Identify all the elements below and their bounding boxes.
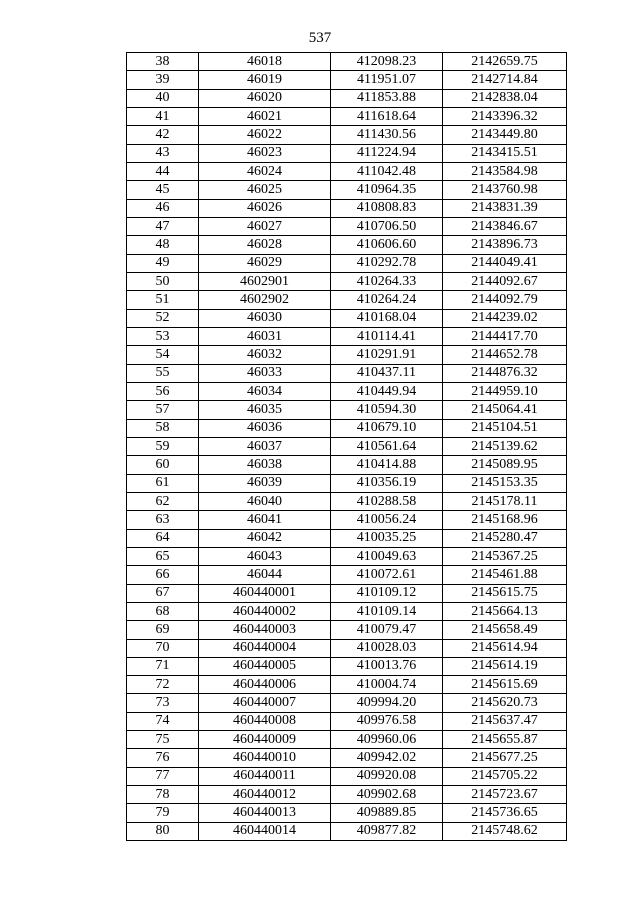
x-coordinate-cell: 409889.85 <box>331 804 443 822</box>
point-id-cell: 460440012 <box>199 786 331 804</box>
point-number-cell: 71 <box>127 657 199 675</box>
table-row <box>127 309 567 327</box>
y-coordinate-cell: 2145104.51 <box>443 419 567 437</box>
x-coordinate-cell: 409960.06 <box>331 731 443 749</box>
x-coordinate-cell: 410013.76 <box>331 657 443 675</box>
point-id-cell: 460440011 <box>199 767 331 785</box>
point-id-cell: 46039 <box>199 474 331 492</box>
point-id-cell: 46024 <box>199 162 331 180</box>
y-coordinate-cell: 2143396.32 <box>443 107 567 125</box>
point-id-cell: 46036 <box>199 419 331 437</box>
x-coordinate-cell: 410049.63 <box>331 547 443 565</box>
x-coordinate-cell: 411951.07 <box>331 71 443 89</box>
point-id-cell: 460440004 <box>199 639 331 657</box>
point-number-cell: 74 <box>127 712 199 730</box>
point-number-cell: 47 <box>127 217 199 235</box>
point-number-cell: 65 <box>127 547 199 565</box>
point-id-cell: 46042 <box>199 529 331 547</box>
table-row <box>127 346 567 364</box>
table-row <box>127 236 567 254</box>
point-number-cell: 59 <box>127 437 199 455</box>
table-row <box>127 162 567 180</box>
x-coordinate-cell: 410035.25 <box>331 529 443 547</box>
point-id-cell: 46029 <box>199 254 331 272</box>
point-number-cell: 64 <box>127 529 199 547</box>
point-id-cell: 46034 <box>199 382 331 400</box>
table-row <box>127 639 567 657</box>
point-number-cell: 79 <box>127 804 199 822</box>
x-coordinate-cell: 409994.20 <box>331 694 443 712</box>
point-number-cell: 41 <box>127 107 199 125</box>
y-coordinate-cell: 2145620.73 <box>443 694 567 712</box>
point-number-cell: 68 <box>127 602 199 620</box>
point-number-cell: 51 <box>127 291 199 309</box>
point-id-cell: 460440013 <box>199 804 331 822</box>
y-coordinate-cell: 2142659.75 <box>443 53 567 71</box>
table-row <box>127 694 567 712</box>
point-number-cell: 42 <box>127 126 199 144</box>
x-coordinate-cell: 410291.91 <box>331 346 443 364</box>
point-id-cell: 46030 <box>199 309 331 327</box>
table-row <box>127 437 567 455</box>
point-id-cell: 46038 <box>199 456 331 474</box>
point-id-cell: 46020 <box>199 89 331 107</box>
x-coordinate-cell: 410594.30 <box>331 401 443 419</box>
point-number-cell: 56 <box>127 382 199 400</box>
point-id-cell: 46032 <box>199 346 331 364</box>
point-number-cell: 52 <box>127 309 199 327</box>
table-row <box>127 382 567 400</box>
x-coordinate-cell: 410437.11 <box>331 364 443 382</box>
x-coordinate-cell: 410028.03 <box>331 639 443 657</box>
table-row <box>127 126 567 144</box>
x-coordinate-cell: 410264.33 <box>331 272 443 290</box>
point-number-cell: 40 <box>127 89 199 107</box>
point-id-cell: 4602902 <box>199 291 331 309</box>
point-id-cell: 460440014 <box>199 822 331 840</box>
y-coordinate-cell: 2145139.62 <box>443 437 567 455</box>
point-number-cell: 76 <box>127 749 199 767</box>
y-coordinate-cell: 2145367.25 <box>443 547 567 565</box>
point-id-cell: 460440003 <box>199 621 331 639</box>
point-id-cell: 460440001 <box>199 584 331 602</box>
table-row <box>127 584 567 602</box>
table-row <box>127 566 567 584</box>
point-id-cell: 460440005 <box>199 657 331 675</box>
table-row <box>127 786 567 804</box>
y-coordinate-cell: 2145658.49 <box>443 621 567 639</box>
y-coordinate-cell: 2144876.32 <box>443 364 567 382</box>
point-id-cell: 4602901 <box>199 272 331 290</box>
x-coordinate-cell: 410109.12 <box>331 584 443 602</box>
y-coordinate-cell: 2145168.96 <box>443 511 567 529</box>
y-coordinate-cell: 2143896.73 <box>443 236 567 254</box>
table-row <box>127 474 567 492</box>
x-coordinate-cell: 410109.14 <box>331 602 443 620</box>
point-number-cell: 39 <box>127 71 199 89</box>
point-id-cell: 46023 <box>199 144 331 162</box>
point-id-cell: 46041 <box>199 511 331 529</box>
point-number-cell: 50 <box>127 272 199 290</box>
point-number-cell: 54 <box>127 346 199 364</box>
point-number-cell: 49 <box>127 254 199 272</box>
y-coordinate-cell: 2143760.98 <box>443 181 567 199</box>
table-row <box>127 511 567 529</box>
y-coordinate-cell: 2145615.75 <box>443 584 567 602</box>
point-id-cell: 46031 <box>199 327 331 345</box>
point-number-cell: 45 <box>127 181 199 199</box>
table-row <box>127 804 567 822</box>
point-id-cell: 460440006 <box>199 676 331 694</box>
y-coordinate-cell: 2145677.25 <box>443 749 567 767</box>
point-number-cell: 60 <box>127 456 199 474</box>
y-coordinate-cell: 2145615.69 <box>443 676 567 694</box>
table-row <box>127 401 567 419</box>
point-id-cell: 46021 <box>199 107 331 125</box>
y-coordinate-cell: 2144239.02 <box>443 309 567 327</box>
point-id-cell: 460440007 <box>199 694 331 712</box>
table-row <box>127 492 567 510</box>
x-coordinate-cell: 411853.88 <box>331 89 443 107</box>
x-coordinate-cell: 411042.48 <box>331 162 443 180</box>
point-number-cell: 43 <box>127 144 199 162</box>
y-coordinate-cell: 2144417.70 <box>443 327 567 345</box>
point-id-cell: 46019 <box>199 71 331 89</box>
point-id-cell: 46043 <box>199 547 331 565</box>
y-coordinate-cell: 2145614.19 <box>443 657 567 675</box>
x-coordinate-cell: 411224.94 <box>331 144 443 162</box>
y-coordinate-cell: 2144092.67 <box>443 272 567 290</box>
point-number-cell: 44 <box>127 162 199 180</box>
table-row <box>127 712 567 730</box>
x-coordinate-cell: 410288.58 <box>331 492 443 510</box>
table-row <box>127 676 567 694</box>
x-coordinate-cell: 410079.47 <box>331 621 443 639</box>
point-id-cell: 46033 <box>199 364 331 382</box>
point-id-cell: 460440008 <box>199 712 331 730</box>
point-number-cell: 58 <box>127 419 199 437</box>
y-coordinate-cell: 2145153.35 <box>443 474 567 492</box>
point-id-cell: 46040 <box>199 492 331 510</box>
point-id-cell: 46028 <box>199 236 331 254</box>
y-coordinate-cell: 2142838.04 <box>443 89 567 107</box>
y-coordinate-cell: 2143846.67 <box>443 217 567 235</box>
y-coordinate-cell: 2144049.41 <box>443 254 567 272</box>
x-coordinate-cell: 410808.83 <box>331 199 443 217</box>
y-coordinate-cell: 2144959.10 <box>443 382 567 400</box>
x-coordinate-cell: 410072.61 <box>331 566 443 584</box>
coordinates-table <box>126 52 567 841</box>
x-coordinate-cell: 412098.23 <box>331 53 443 71</box>
point-number-cell: 38 <box>127 53 199 71</box>
point-id-cell: 46025 <box>199 181 331 199</box>
x-coordinate-cell: 410264.24 <box>331 291 443 309</box>
table-row <box>127 291 567 309</box>
y-coordinate-cell: 2145723.67 <box>443 786 567 804</box>
point-number-cell: 48 <box>127 236 199 254</box>
point-number-cell: 57 <box>127 401 199 419</box>
point-number-cell: 77 <box>127 767 199 785</box>
y-coordinate-cell: 2144092.79 <box>443 291 567 309</box>
point-number-cell: 67 <box>127 584 199 602</box>
table-row <box>127 254 567 272</box>
point-id-cell: 460440009 <box>199 731 331 749</box>
x-coordinate-cell: 410964.35 <box>331 181 443 199</box>
x-coordinate-cell: 410449.94 <box>331 382 443 400</box>
table-row <box>127 456 567 474</box>
y-coordinate-cell: 2145736.65 <box>443 804 567 822</box>
table-row <box>127 71 567 89</box>
y-coordinate-cell: 2145089.95 <box>443 456 567 474</box>
page-number: 537 <box>308 30 332 46</box>
x-coordinate-cell: 409976.58 <box>331 712 443 730</box>
coordinates-table-body <box>127 53 567 841</box>
table-row <box>127 272 567 290</box>
table-row <box>127 767 567 785</box>
point-number-cell: 62 <box>127 492 199 510</box>
y-coordinate-cell: 2145705.22 <box>443 767 567 785</box>
table-row <box>127 749 567 767</box>
point-id-cell: 460440002 <box>199 602 331 620</box>
x-coordinate-cell: 410606.60 <box>331 236 443 254</box>
point-id-cell: 46035 <box>199 401 331 419</box>
y-coordinate-cell: 2143449.80 <box>443 126 567 144</box>
x-coordinate-cell: 410414.88 <box>331 456 443 474</box>
point-number-cell: 72 <box>127 676 199 694</box>
table-row <box>127 199 567 217</box>
y-coordinate-cell: 2144652.78 <box>443 346 567 364</box>
x-coordinate-cell: 411430.56 <box>331 126 443 144</box>
x-coordinate-cell: 410004.74 <box>331 676 443 694</box>
point-number-cell: 70 <box>127 639 199 657</box>
point-number-cell: 69 <box>127 621 199 639</box>
table-row <box>127 89 567 107</box>
y-coordinate-cell: 2142714.84 <box>443 71 567 89</box>
table-row <box>127 53 567 71</box>
y-coordinate-cell: 2145664.13 <box>443 602 567 620</box>
point-id-cell: 46037 <box>199 437 331 455</box>
y-coordinate-cell: 2143415.51 <box>443 144 567 162</box>
x-coordinate-cell: 410056.24 <box>331 511 443 529</box>
x-coordinate-cell: 410168.04 <box>331 309 443 327</box>
point-number-cell: 46 <box>127 199 199 217</box>
table-row <box>127 144 567 162</box>
point-id-cell: 46027 <box>199 217 331 235</box>
y-coordinate-cell: 2145655.87 <box>443 731 567 749</box>
point-number-cell: 55 <box>127 364 199 382</box>
table-row <box>127 419 567 437</box>
table-row <box>127 181 567 199</box>
y-coordinate-cell: 2145178.11 <box>443 492 567 510</box>
point-id-cell: 460440010 <box>199 749 331 767</box>
table-row <box>127 107 567 125</box>
table-row <box>127 731 567 749</box>
y-coordinate-cell: 2145614.94 <box>443 639 567 657</box>
x-coordinate-cell: 411618.64 <box>331 107 443 125</box>
point-number-cell: 61 <box>127 474 199 492</box>
x-coordinate-cell: 410679.10 <box>331 419 443 437</box>
table-row <box>127 364 567 382</box>
x-coordinate-cell: 409942.02 <box>331 749 443 767</box>
table-row <box>127 822 567 840</box>
x-coordinate-cell: 409920.08 <box>331 767 443 785</box>
point-number-cell: 80 <box>127 822 199 840</box>
y-coordinate-cell: 2145748.62 <box>443 822 567 840</box>
table-row <box>127 602 567 620</box>
table-row <box>127 327 567 345</box>
table-row <box>127 621 567 639</box>
table-row <box>127 547 567 565</box>
point-id-cell: 46044 <box>199 566 331 584</box>
x-coordinate-cell: 409902.68 <box>331 786 443 804</box>
x-coordinate-cell: 410356.19 <box>331 474 443 492</box>
table-row <box>127 529 567 547</box>
x-coordinate-cell: 410561.64 <box>331 437 443 455</box>
point-id-cell: 46022 <box>199 126 331 144</box>
point-number-cell: 78 <box>127 786 199 804</box>
table-row <box>127 657 567 675</box>
point-id-cell: 46026 <box>199 199 331 217</box>
point-number-cell: 53 <box>127 327 199 345</box>
y-coordinate-cell: 2145637.47 <box>443 712 567 730</box>
point-number-cell: 66 <box>127 566 199 584</box>
x-coordinate-cell: 410114.41 <box>331 327 443 345</box>
point-number-cell: 63 <box>127 511 199 529</box>
table-row <box>127 217 567 235</box>
y-coordinate-cell: 2145064.41 <box>443 401 567 419</box>
point-number-cell: 75 <box>127 731 199 749</box>
point-id-cell: 46018 <box>199 53 331 71</box>
x-coordinate-cell: 410292.78 <box>331 254 443 272</box>
point-number-cell: 73 <box>127 694 199 712</box>
y-coordinate-cell: 2143584.98 <box>443 162 567 180</box>
y-coordinate-cell: 2145280.47 <box>443 529 567 547</box>
x-coordinate-cell: 410706.50 <box>331 217 443 235</box>
y-coordinate-cell: 2145461.88 <box>443 566 567 584</box>
x-coordinate-cell: 409877.82 <box>331 822 443 840</box>
y-coordinate-cell: 2143831.39 <box>443 199 567 217</box>
